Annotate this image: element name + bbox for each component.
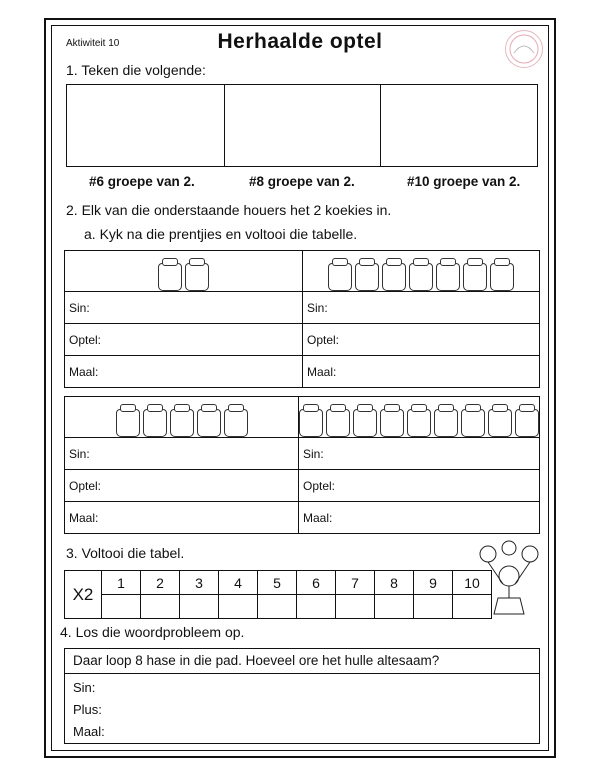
number-cell: 5 bbox=[258, 571, 297, 595]
x2-label: X2 bbox=[65, 571, 102, 619]
answer-cell[interactable] bbox=[297, 595, 336, 619]
jar-cell-right bbox=[303, 251, 540, 292]
cookie-jar-icon bbox=[328, 263, 352, 291]
cookie-jar-icon bbox=[299, 409, 323, 437]
cookie-jar-icon bbox=[116, 409, 140, 437]
sin-label: Sin: bbox=[65, 292, 303, 324]
cookie-jar-icon bbox=[143, 409, 167, 437]
answer-cell[interactable] bbox=[336, 595, 375, 619]
sin-label: Sin: bbox=[65, 438, 299, 470]
jar-table-2 bbox=[64, 396, 540, 534]
number-cell: 4 bbox=[219, 571, 258, 595]
section2-heading: 2. Elk van die onderstaande houers het 2 koekies in. bbox=[66, 202, 392, 218]
sin-label: Sin: bbox=[299, 438, 540, 470]
answer-cell[interactable] bbox=[102, 595, 141, 619]
times-two-table bbox=[64, 570, 492, 619]
jar-cell-left bbox=[65, 397, 299, 438]
section4-heading: 4. Los die woordprobleem op. bbox=[60, 624, 245, 640]
cookie-jar-icon bbox=[380, 409, 404, 437]
logo-icon bbox=[505, 30, 543, 68]
cookie-jar-icon bbox=[185, 263, 209, 291]
number-cell: 7 bbox=[336, 571, 375, 595]
jar-cell-left bbox=[65, 251, 303, 292]
number-cell: 6 bbox=[297, 571, 336, 595]
caption-1: #6 groepe van 2. bbox=[89, 174, 195, 189]
cookie-jar-icon bbox=[488, 409, 512, 437]
number-cell: 8 bbox=[375, 571, 414, 595]
cookie-jar-icon bbox=[197, 409, 221, 437]
drawing-boxes bbox=[66, 84, 538, 167]
cookie-jar-icon bbox=[515, 409, 539, 437]
number-cell: 3 bbox=[180, 571, 219, 595]
cookie-jar-icon bbox=[224, 409, 248, 437]
optel-label: Optel: bbox=[303, 324, 540, 356]
answer-cell[interactable] bbox=[180, 595, 219, 619]
optel-label: Optel: bbox=[65, 324, 303, 356]
cookie-jar-icon bbox=[158, 263, 182, 291]
maal-label: Maal: bbox=[303, 356, 540, 388]
answer-cell[interactable] bbox=[141, 595, 180, 619]
word-problem-box bbox=[64, 648, 540, 744]
page-title: Herhaalde optel bbox=[217, 30, 383, 53]
answer-line-maal: Maal: bbox=[73, 724, 105, 739]
maal-label: Maal: bbox=[65, 356, 303, 388]
cookie-jar-icon bbox=[436, 263, 460, 291]
answer-line-plus: Plus: bbox=[73, 702, 102, 717]
section2-subheading: a. Kyk na die prentjies en voltooi die tabelle. bbox=[84, 226, 358, 242]
cookie-jar-icon bbox=[461, 409, 485, 437]
word-problem-text: Daar loop 8 hase in die pad. Hoeveel ore het hulle altesaam? bbox=[73, 653, 440, 668]
cookie-jar-icon bbox=[463, 263, 487, 291]
sin-label: Sin: bbox=[303, 292, 540, 324]
optel-label: Optel: bbox=[299, 470, 540, 502]
answer-cell[interactable] bbox=[375, 595, 414, 619]
number-cell: 1 bbox=[102, 571, 141, 595]
number-cell: 9 bbox=[414, 571, 453, 595]
number-cell: 2 bbox=[141, 571, 180, 595]
answer-cell[interactable] bbox=[414, 595, 453, 619]
section3-heading: 3. Voltooi die tabel. bbox=[66, 545, 185, 561]
maal-label: Maal: bbox=[65, 502, 299, 534]
cookie-jar-icon bbox=[409, 263, 433, 291]
caption-3: #10 groepe van 2. bbox=[407, 174, 521, 189]
cookie-jar-icon bbox=[170, 409, 194, 437]
cookie-jar-icon bbox=[382, 263, 406, 291]
jar-cell-right bbox=[299, 397, 540, 438]
cookie-jar-icon bbox=[355, 263, 379, 291]
optel-label: Optel: bbox=[65, 470, 299, 502]
girl-with-balloons-icon bbox=[478, 540, 540, 620]
section1-heading: 1. Teken die volgende: bbox=[66, 62, 206, 78]
activity-label: Aktiwiteit 10 bbox=[66, 38, 120, 49]
maal-label: Maal: bbox=[299, 502, 540, 534]
answer-line-sin: Sin: bbox=[73, 680, 96, 695]
cookie-jar-icon bbox=[407, 409, 431, 437]
cookie-jar-icon bbox=[353, 409, 377, 437]
cookie-jar-icon bbox=[490, 263, 514, 291]
cookie-jar-icon bbox=[326, 409, 350, 437]
answer-cell[interactable] bbox=[219, 595, 258, 619]
jar-table-1 bbox=[64, 250, 540, 388]
caption-2: #8 groepe van 2. bbox=[249, 174, 355, 189]
number-cell: 10 bbox=[453, 571, 492, 595]
answer-cell[interactable] bbox=[258, 595, 297, 619]
cookie-jar-icon bbox=[434, 409, 458, 437]
